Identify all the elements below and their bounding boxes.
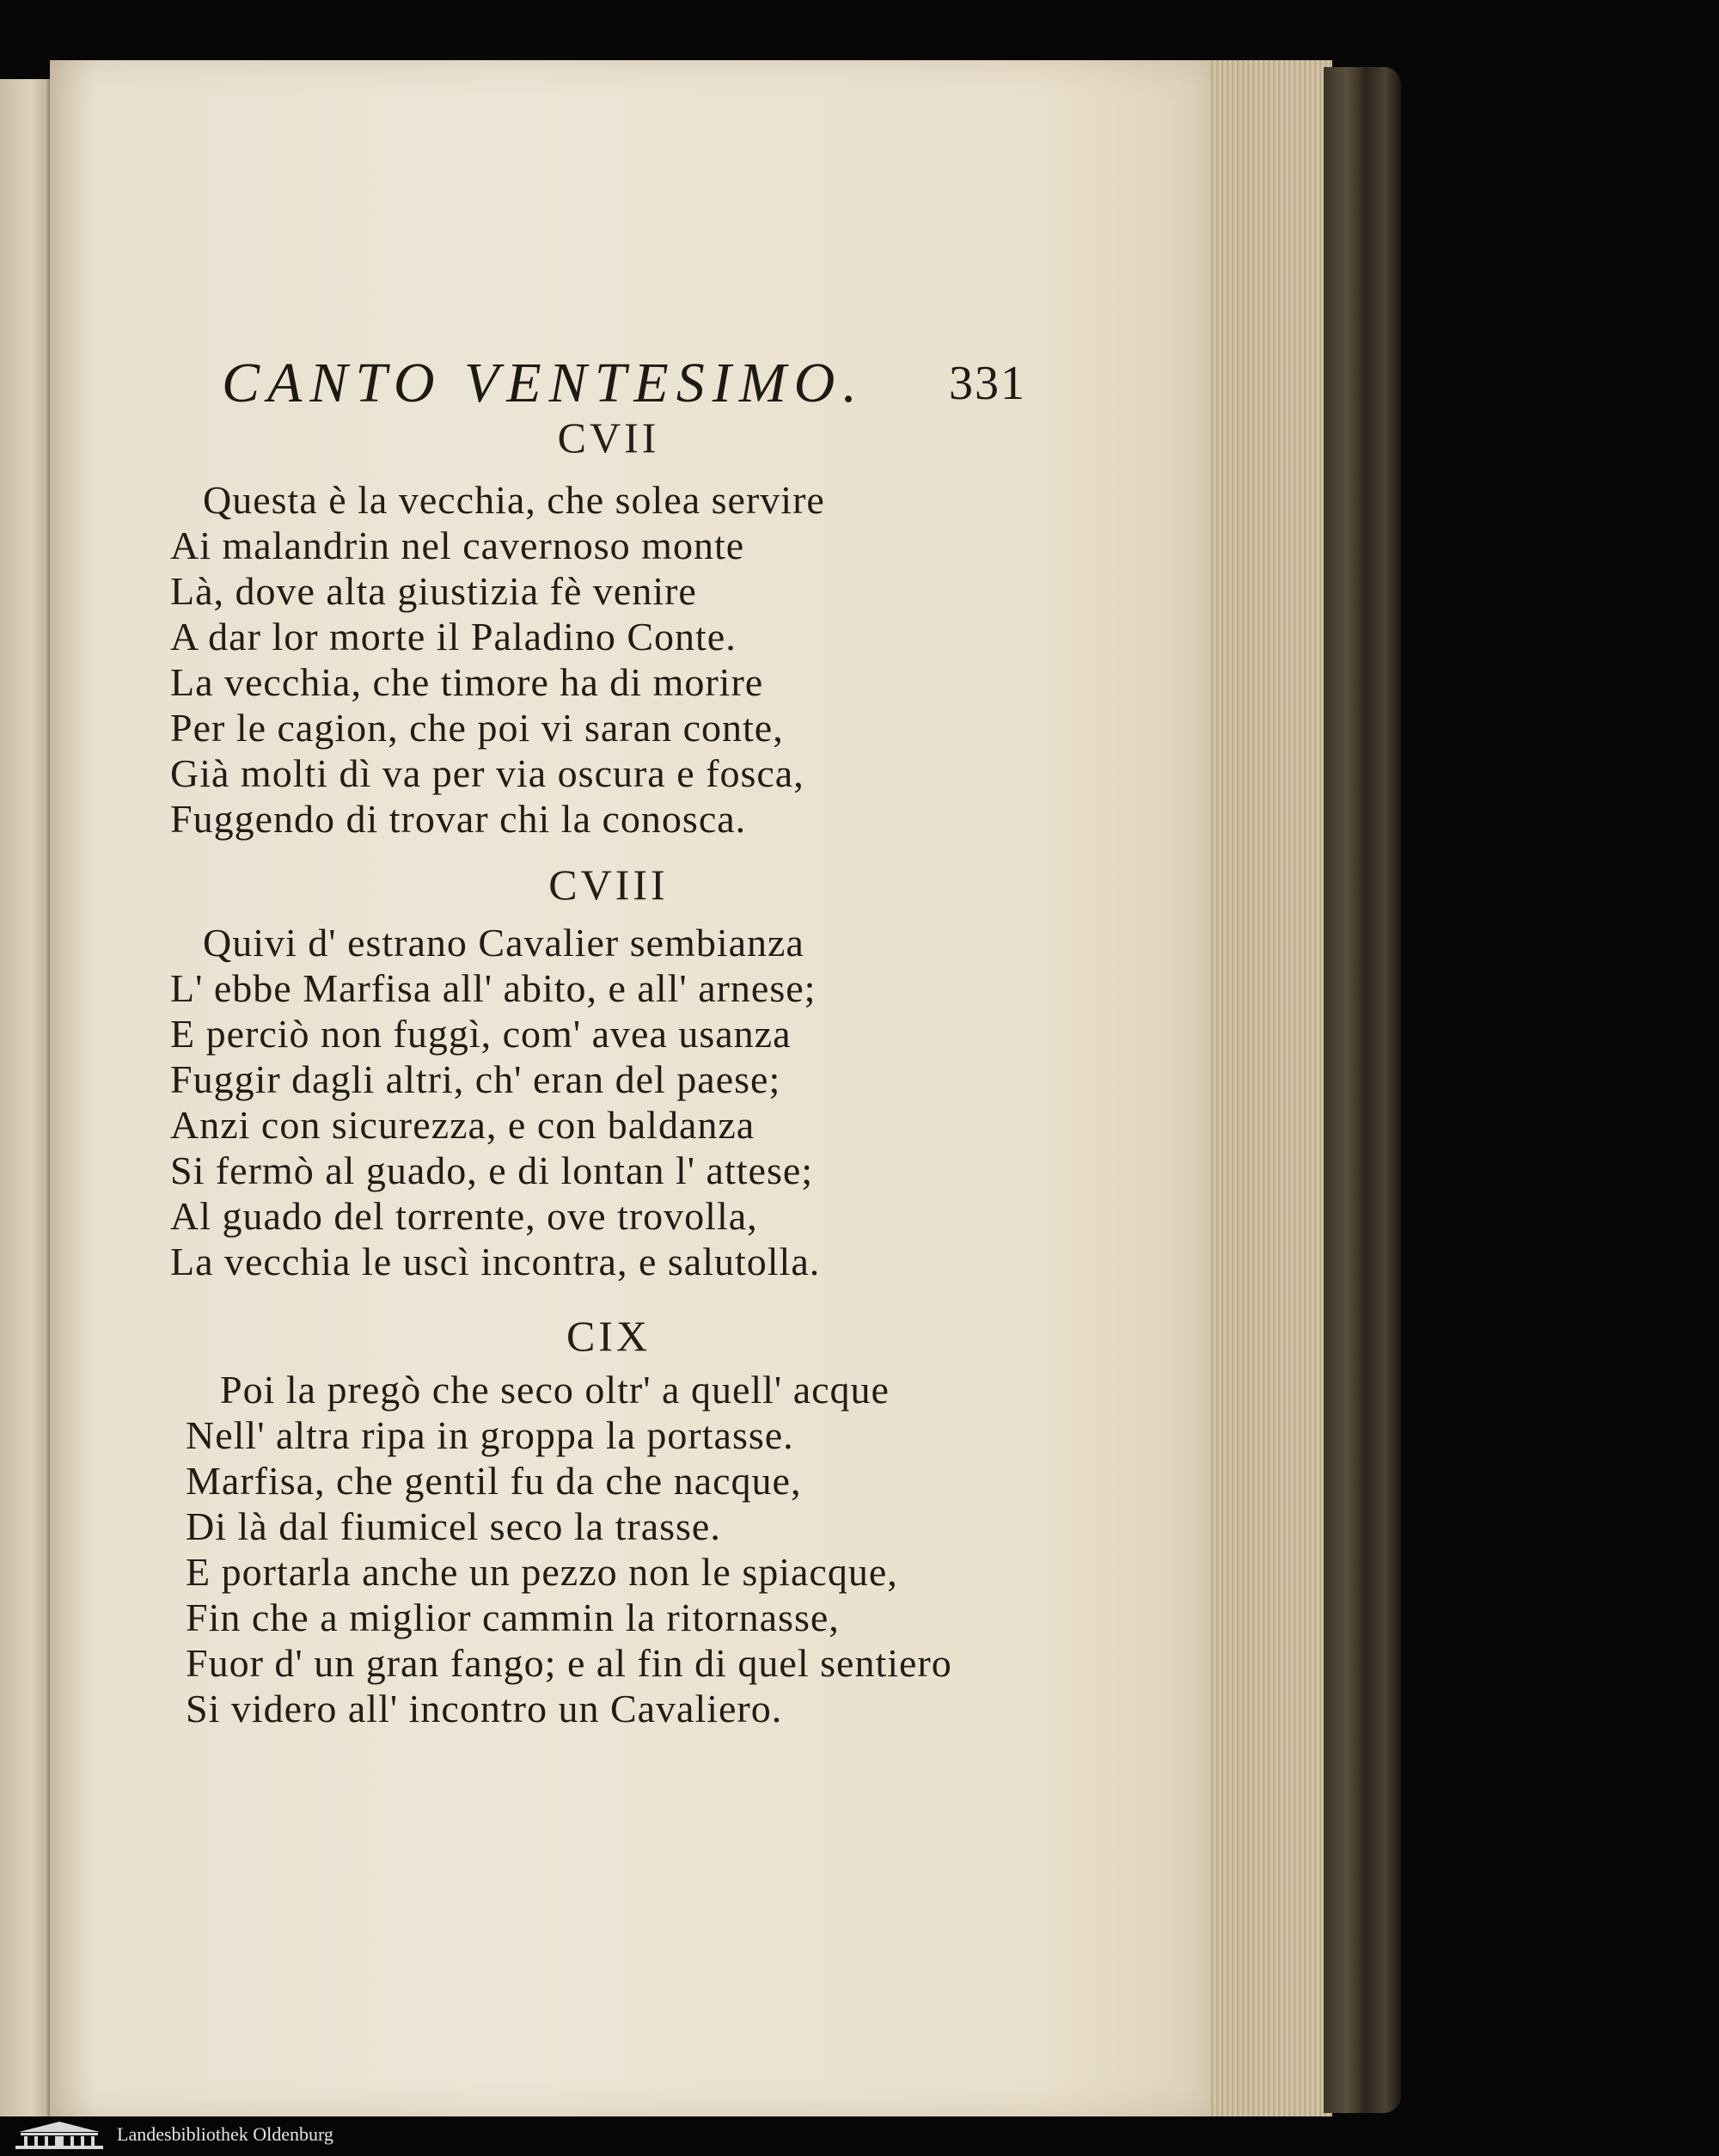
verse-line: Per le cagion, che poi vi saran conte, [170,706,784,750]
verse-line: Quivi d' estrano Cavalier sembianza [203,921,804,965]
verse-line: Marfisa, che gentil fu da che nacque, [186,1459,802,1503]
verse-line: Anzi con sicurezza, e con baldanza [170,1103,756,1147]
verse-line: Al guado del torrente, ove trovolla, [170,1194,758,1238]
book-page [50,60,1210,2116]
verse-line: L' ebbe Marfisa all' abito, e all' arnese; [170,966,817,1010]
book-cover-binding [1324,67,1401,2113]
verse-line: Ai malandrin nel cavernoso monte [170,524,745,567]
verse-line: La vecchia, che timore ha di morire [170,660,764,704]
running-head [222,351,1081,420]
verse-line: Nell' altra ripa in groppa la portasse. [186,1413,794,1457]
verse-line: Fuggendo di trovar chi la conosca. [170,797,747,841]
verse-line: E perciò non fuggì, com' avea usanza [170,1012,792,1056]
verse-line: Fin che a miglior cammin la ritornasse, [186,1596,840,1639]
verse-line: Si videro all' incontro un Cavaliero. [186,1687,783,1730]
stanza-number: CVIII [548,861,669,909]
library-name[interactable]: Landesbibliothek Oldenburg [117,2123,333,2145]
stanza-number: CVII [557,413,660,462]
verse-line: A dar lor morte il Paladino Conte. [170,615,737,658]
previous-page-edge [0,79,52,2116]
verse-line: Fuggir dagli altri, ch' eran del paese; [170,1057,781,1101]
verse-line: Poi la pregò che seco oltr' a quell' acque [220,1368,890,1412]
verse-line: Già molti dì va per via oscura e fosca, [170,751,804,795]
verse-line: La vecchia le uscì incontra, e salutolla. [170,1240,821,1283]
verse-line: Questa è la vecchia, che solea servire [203,478,825,522]
verse-line: Là, dove alta giustizia fè venire [170,569,697,613]
page-number: 331 [949,357,1026,410]
page-content [50,60,1210,2116]
library-building-icon [12,2120,107,2151]
page-block-fore-edge [1203,60,1332,2119]
verse-line: E portarla anche un pezzo non le spiacque, [186,1550,898,1594]
verse-line: Si fermò al guado, e di lontan l' attese; [170,1148,814,1192]
stanza-number: CIX [566,1312,652,1360]
running-title: CANTO VENTESIMO. [222,352,865,414]
verse-line: Fuor d' un gran fango; e al fin di quel sentiero [186,1641,952,1685]
verse-line: Di là dal fiumicel seco la trasse. [186,1504,721,1548]
